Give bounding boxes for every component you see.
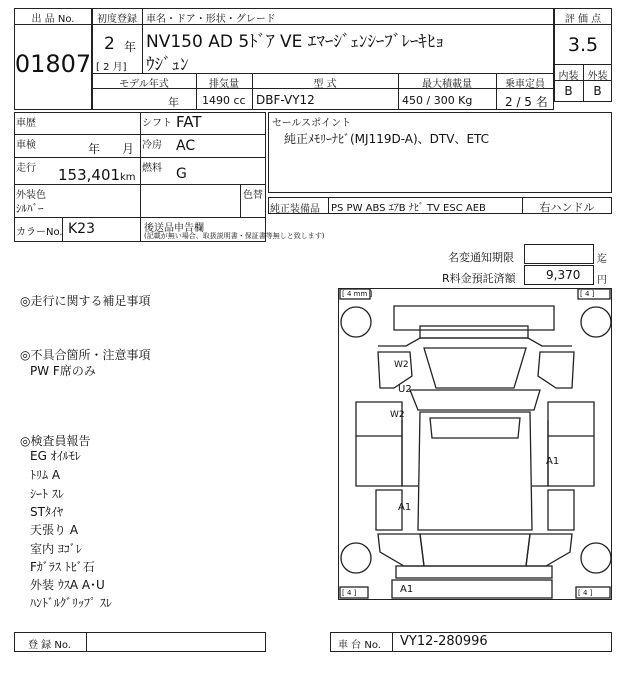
damage-mark: A1 [398,502,412,513]
inspector-item: STﾀｲﾔ [30,505,63,519]
damage-mark: U2 [398,384,412,395]
color-label: 外装色 [16,190,46,201]
capacity: 2 / 5 名 [505,95,548,109]
inspector-item: EG ｵｲﾙﾓﾚ [30,449,81,463]
after-report-note: (記載が無い場合、取扱説明書・保証書等無しと致します) [144,232,325,240]
mileage: 153,401 [58,166,121,184]
score: 3.5 [567,34,599,56]
exterior-label: 外装 [587,71,608,82]
model-label: 型 式 [313,79,337,90]
first-reg-month: [ 2 月] [96,62,127,73]
tire-depth-front-right: [ 4 ] [580,290,595,298]
damage-mark: W2 [390,410,405,420]
capacity-label: 乗車定員 [505,79,545,90]
color-no: K23 [68,221,95,237]
max-load-label: 最大積載量 [422,79,472,90]
handle-side: 右ハンドル [539,201,595,214]
defects-heading: ◎不具合箇所・注意事項 [20,348,151,362]
interior-grade: B [564,84,573,98]
inspector-heading: ◎検査員報告 [20,434,91,448]
mileage-unit: km [120,172,136,183]
equipment: PS PW ABS ｴｱB ﾅﾋﾞ TV ESC AEB [331,203,486,214]
shift: FAT [176,113,202,131]
sales-points-label: セールスポイント [272,118,352,129]
model-year-unit: 年 [168,96,179,109]
mileage-label: 走行 [16,163,36,174]
repaint-label: 色替 [243,190,263,201]
chassis-label: 車 台 No. [338,640,381,651]
car-name-line1: NV150 AD 5ﾄﾞｱ VE ｴﾏｰｼﾞｪﾝｼｰﾌﾞﾚｰｷﾋｮ [146,32,444,52]
recycle-value: 9,370 [546,268,581,282]
inspector-item: ﾊﾝﾄﾞﾙｸﾞﾘｯﾌﾟ ｽﾚ [30,596,112,610]
displacement: 1490 cc [202,94,246,107]
driving-heading: ◎走行に関する補足事項 [20,294,151,308]
history-label: 車歴 [16,118,36,129]
shift-label: シフト [142,118,172,129]
inspection-month-unit: 月 [122,142,135,156]
recycle-unit: 円 [597,275,607,286]
car-name-label: 車名・ドア・形状・グレード [146,14,276,25]
color: ｼﾙﾊﾞｰ [16,202,44,215]
car-name-line2: ｳｼﾞｭﾝ [146,55,189,75]
tire-depth-rear-left: [ 4 ] [342,589,357,597]
first-reg-label: 初度登録 [97,14,137,25]
displacement-label: 排気量 [209,79,239,90]
year-unit: 年 [124,40,137,54]
reg-no-label: 登 録 No. [28,640,71,651]
inspector-item: ﾄﾘﾑ A [30,468,61,482]
name-change-unit: 迄 [597,254,607,265]
fuel: G [176,166,187,182]
inspector-item: 外装 ｳｽA A･U [30,578,105,592]
lot-no: 01807 [14,50,92,78]
equipment-label: 純正装備品 [270,204,320,215]
chassis-no: VY12-280996 [400,634,488,649]
inspector-item: Fｶﾞﾗｽ ﾄﾋﾞ石 [30,560,95,574]
recycle-label: R料金預託済額 [442,272,516,285]
inspector-item: 室内 ﾖｺﾞﾚ [30,542,82,556]
model-code: DBF-VY12 [256,93,315,107]
after-report-label: 後送品申告欄 [144,223,204,234]
defect-item: PW F席のみ [30,364,96,378]
color-no-label: カラーNo. [16,227,63,238]
ac-label: 冷房 [142,140,162,151]
inspector-item: ｼｰﾄ ｽﾚ [30,487,64,501]
score-label: 評 価 点 [564,14,602,25]
inspector-item: 天張り A [30,523,79,537]
fuel-label: 燃料 [142,163,162,174]
inspection-label: 車検 [16,140,36,151]
max-load: 450 / 300 Kg [402,94,473,107]
tire-depth-front-left: [ 4 mm ] [342,290,373,298]
lot-no-label: 出 品 No. [31,14,75,25]
interior-label: 内装 [558,71,579,82]
damage-mark: A1 [400,584,414,595]
first-reg-year: 2 [104,34,115,54]
ac: AC [176,138,196,154]
tire-depth-rear-right: [ 4 ] [578,589,593,597]
sales-points: 純正ﾒﾓﾘｰﾅﾋﾞ(MJ119D-A)、DTV、ETC [284,132,490,146]
model-year-label: モデル年式 [119,79,169,90]
damage-mark: A1 [546,456,560,467]
inspection-year-unit: 年 [88,142,101,156]
exterior-grade: B [593,84,602,98]
name-change-label: 名変通知期限 [448,251,514,264]
damage-mark: W2 [394,360,409,370]
